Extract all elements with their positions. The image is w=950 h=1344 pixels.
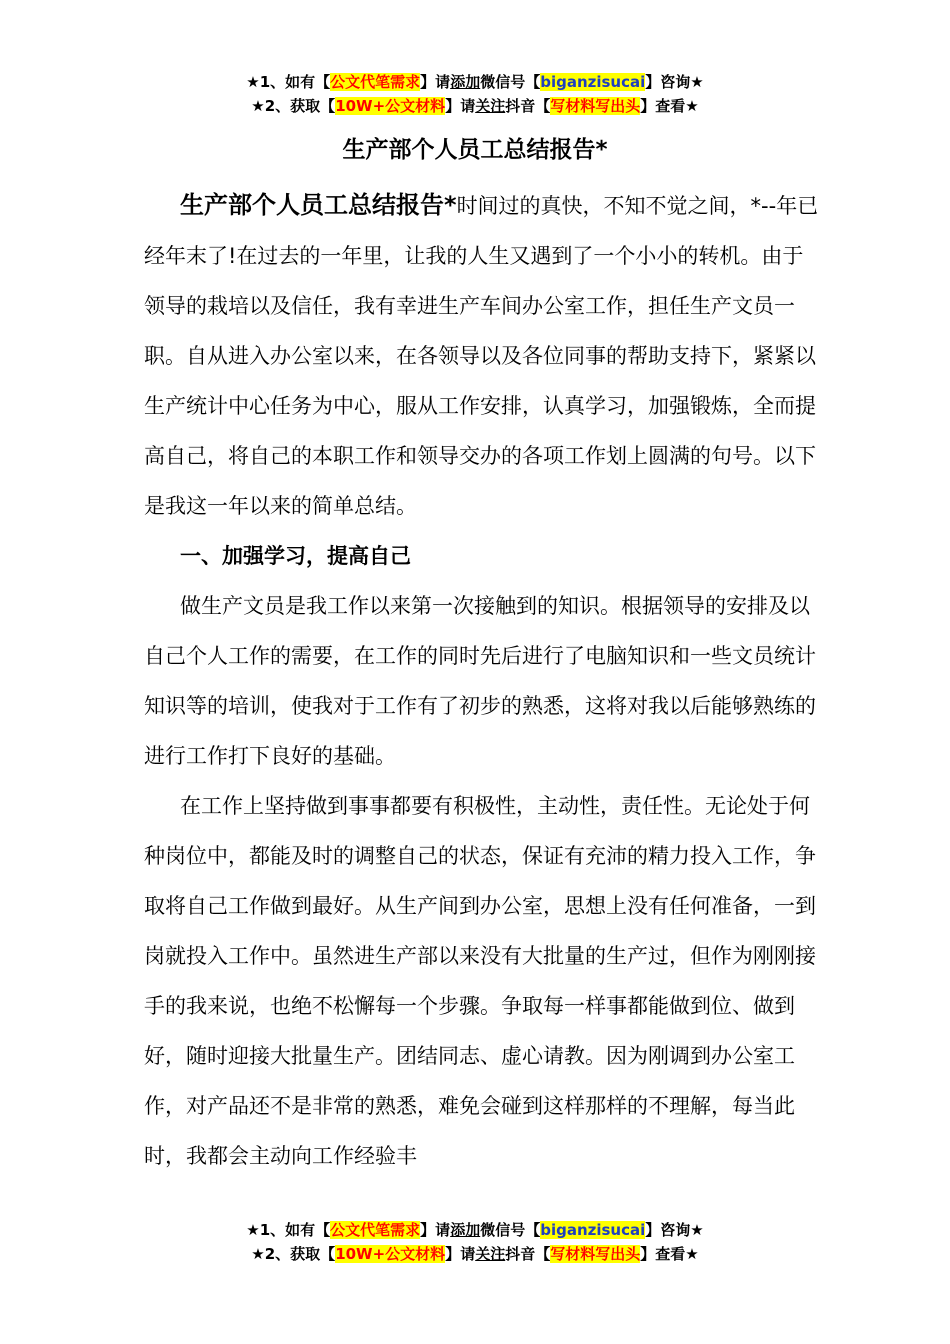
section-heading: 一、加强学习，提高自己 — [180, 544, 411, 568]
banner-line-1: ★1、如有【公文代笔需求】请添加微信号【biganzisucai】咨询★ — [246, 73, 704, 91]
banner-line-1: ★1、如有【公文代笔需求】请添加微信号【biganzisucai】咨询★ — [246, 1221, 704, 1239]
document-body — [144, 180, 824, 1181]
intro-lead: 生产部个人员工总结报告* — [180, 191, 457, 219]
banner-highlight: 10W+公文材料 — [335, 1245, 446, 1263]
banner-wechat-id: biganzisucai — [540, 73, 646, 91]
banner-douyin-id: 写材料写出头 — [550, 1245, 641, 1263]
banner-line-2: ★2、获取【10W+公文材料】请关注抖音【写材料写出头】查看★ — [251, 97, 699, 115]
banner-highlight: 10W+公文材料 — [335, 97, 446, 115]
paragraph: 做生产文员是我工作以来第一次接触到的知识。根据领导的安排及以自己个人工作的需要，在工作的同时先后进行了电脑知识和一些文员统计知识等的培训，使我对于工作有了初步的熟悉，这将对我以后能够熟练的进行工作打下良好的基础。 — [144, 594, 816, 768]
paragraph: 在工作上坚持做到事事都要有积极性，主动性，责任性。无论处于何种岗位中，都能及时的调整自己的状态，保证有充沛的精力投入工作，争取将自己工作做到最好。从生产间到办公室，思想上没有任何准备，一到岗就投入工作中。虽然进生产部以来没有大批量的生产过，但作为刚刚接手的我来说，也绝不松懈每一个步骤。争取每一样事都能做到位、做到好，随时迎接大批量生产。团结同志、虚心请教。因为刚调到办公室工作，对产品还不是非常的熟悉，难免会碰到这样那样的不理解，每当此时，我都会主动向工作经验丰 — [144, 794, 816, 1168]
intro-paragraph — [144, 180, 824, 531]
banner-highlight: 公文代笔需求 — [330, 73, 421, 91]
banner-wechat-id: biganzisucai — [540, 1221, 646, 1239]
document-title: 生产部个人员工总结报告* — [342, 137, 608, 163]
banner-douyin-id: 写材料写出头 — [550, 97, 641, 115]
banner-highlight: 公文代笔需求 — [330, 1221, 421, 1239]
footer-banner — [0, 1218, 950, 1266]
intro-text: 时间过的真快，不知不觉之间，*--年已经年末了!在过去的一年里，让我的人生又遇到了一个小小的转机。由于领导的栽培以及信任，我有幸进生产车间办公室工作，担任生产文员一职。自从进入办公室以来，在各领导以及各位同事的帮助支持下，紧紧以生产统计中心任务为中心，服从工作安排，认真学习，加强锻炼，全而提高自己，将自己的本职工作和领导交办的各项工作划上圆满的句号。以下是我这一年以来的简单总结。 — [144, 194, 819, 518]
header-banner — [0, 70, 950, 118]
banner-line-2: ★2、获取【10W+公文材料】请关注抖音【写材料写出头】查看★ — [251, 1245, 699, 1263]
